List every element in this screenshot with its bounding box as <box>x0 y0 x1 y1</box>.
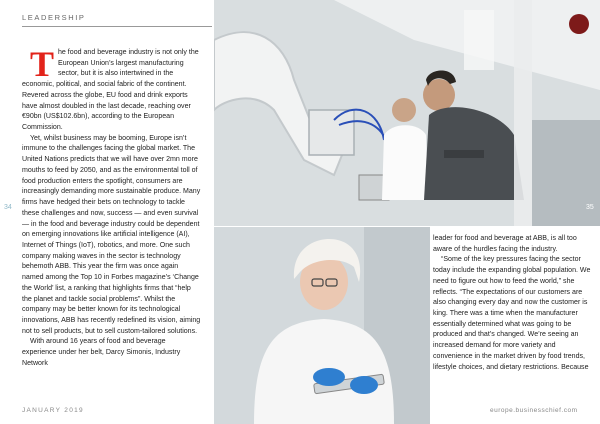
issue-date: JANUARY 2019 <box>22 407 84 414</box>
paragraph-4: leader for food and beverage at ABB, is all too aware of the hurdles facing the industry. <box>433 235 577 253</box>
header-rule <box>22 26 212 27</box>
page-number-left: 34 <box>4 204 12 211</box>
article-column-left <box>22 44 201 370</box>
website-url: europe.businesschief.com <box>490 407 578 414</box>
drop-cap: T <box>30 44 55 84</box>
food-worker-illustration <box>214 227 430 424</box>
page-number-right: 35 <box>586 204 594 211</box>
engineers-robot-photo <box>214 0 600 226</box>
engineers-robot-illustration <box>214 0 600 226</box>
paragraph-2: Yet, whilst business may be booming, Europe isn’t immune to the challenges facing the global market. The United Nations predicts that we will have over 2mn more mouths to feed by 2050, and as the environmental toll of food production enters the spotlight, consumers are increasingly demanding more sustainable produce. Many firms have hedged their bets on technology to tackle these challenges and now, success — and even survival — in the food and beverage industry could be dependent on emerging innovations like artificial intelligence (AI), Internet of Things (IoT), robotics, and more. One such company making waves in the sector is technology behemoth ABB. This year the firm was once again named among the Top 10 in Forbes magazine’s ‘Change the World’ list, a ranking that highlights firms that “help the planet and tackle social problems”. Whilst the company may be better known for its technological innovations, ABB has recently redefined its vision, aiming not to sell products, but to sell custom-tailored solutions. <box>22 134 201 335</box>
paragraph-5: “Some of the key pressures facing the sector today include the expanding global population. We need to figure out how to feed the world,” she reflects. “The expectations of our customers are also changing every day and now the customer is king. There was a time when the manufacturer essentially determined what was going to be produced and that’s changed. We’re seeing an increased demand for more variety and convenience in the market driven by food trends, lifestyle choices, and dietary restrictions. Because <box>433 256 591 371</box>
section-label: LEADERSHIP <box>22 13 86 22</box>
paragraph-3: With around 16 years of food and beverage experience under her belt, Darcy Simonis, Industry Network <box>22 338 181 367</box>
paragraph-1: he food and beverage industry is not only the European Union’s largest manufacturing sector, but it is also intertwined in the economic, political, and social fabric of the continent. Revered across the globe, EU food and drink exports have almost doubled in the last decade, reaching over €90bn (US$102.6bn), according to the European Commission. <box>22 49 199 132</box>
food-worker-photo <box>214 227 430 424</box>
article-column-right <box>433 234 593 373</box>
